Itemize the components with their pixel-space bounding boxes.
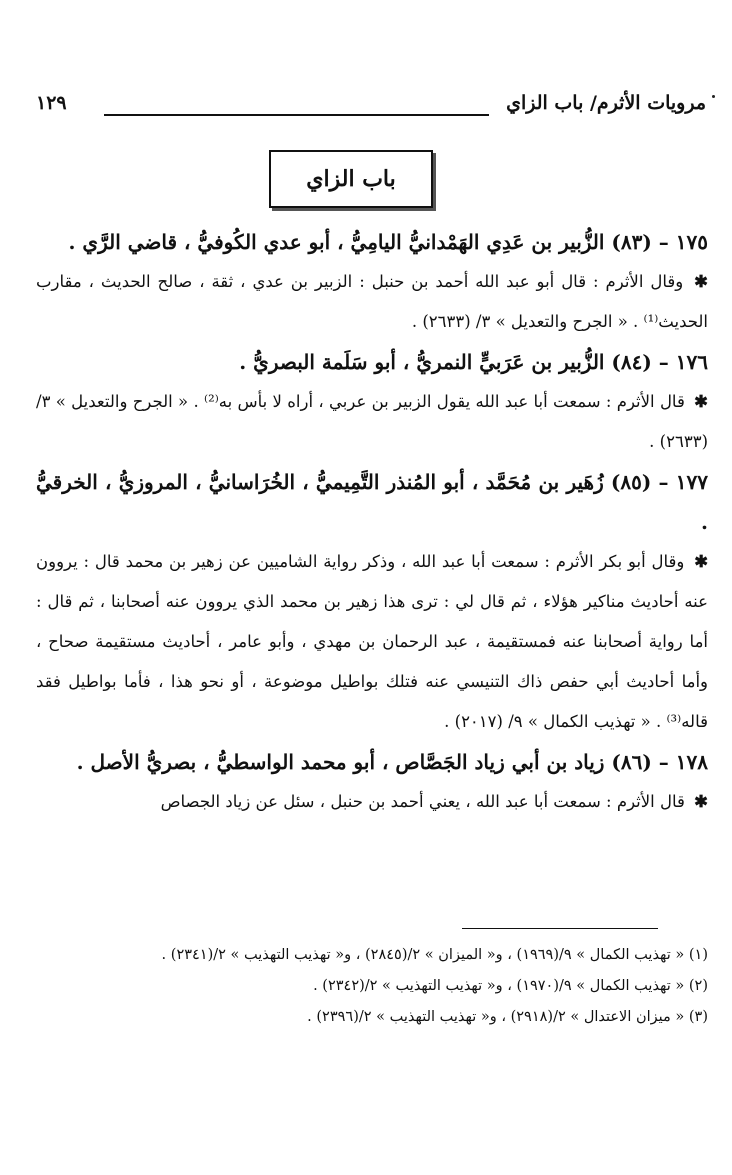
footnotes <box>36 940 708 1033</box>
entry-178-text <box>36 782 708 822</box>
entry-178-heading: ١٧٨ – (٨٦) زياد بن أبي زياد الجَصَّاص ، أبو محمد الواسطيُّ ، بصريُّ الأصل . <box>76 750 708 774</box>
entry-178-paragraph: قال الأثرم : سمعت أبا عبد الله ، يعني أحمد بن حنبل ، سئل عن زياد الجصاص <box>160 792 685 811</box>
star-bullet-icon: ✱ <box>694 792 708 811</box>
main-text <box>36 222 708 822</box>
chapter-title-box <box>269 150 433 208</box>
footnote-2: (٢) « تهذيب الكمال » ٩/(١٩٧٠) ، و« تهذيب التهذيب » ٢/(٢٣٤٢) . <box>313 978 708 994</box>
entry-175-text <box>36 262 708 342</box>
running-header <box>36 92 706 126</box>
entry-177-text <box>36 542 708 742</box>
page-number: ١٢٩ <box>36 92 67 114</box>
running-title: مرويات الأثرم/ باب الزاي <box>506 92 706 114</box>
star-bullet-icon: ✱ <box>694 392 708 411</box>
chapter-title: باب الزاي <box>306 166 396 192</box>
entry-177-paragraph: وقال أبو بكر الأثرم : سمعت أبا عبد الله ، وذكر رواية الشاميين عن زهير بن محمد قال : يروون عنه أحاديث مناكير هؤلاء ، ثم قال لي : ترى هذا زهير بن محمد الذي يروون عنه أصحابنا ، ثم قال : أما رواية أصحابنا عنه فمستقيمة ، عبد الرحمان بن مهدي ، وأبو عامر ، أحاديث مستقيمة صحاح ، وأما أحاديث أبي حفص ذاك التنيسي عنه فتلك بواطيل موضوعة ، أو نحو هذا ، فأما بواطيل فقد قاله⁽³⁾ . « تهذيب الكمال » ٩/ (٢٠١٧) . <box>36 552 708 731</box>
page-speck <box>712 95 715 98</box>
entry-175-paragraph: وقال الأثرم : قال أبو عبد الله أحمد بن حنبل : الزبير بن عدي ، ثقة ، صالح الحديث ، مقارب الحديث⁽¹⁾ . « الجرح والتعديل » ٣/ (٢٦٣٣) . <box>36 272 708 331</box>
entry-175-heading: ١٧٥ – (٨٣) الزُّبير بن عَدِي الهَمْدانيُّ اليامِيُّ ، أبو عدي الكُوفيُّ ، قاضي الرَّي . <box>68 230 708 254</box>
footnote-3: (٣) « ميزان الاعتدال » ٢/(٢٩١٨) ، و« تهذيب التهذيب » ٢/(٢٣٩٦) . <box>307 1009 708 1025</box>
header-rule <box>104 114 489 116</box>
entry-177-heading: ١٧٧ – (٨٥) زُهَير بن مُحَمَّد ، أبو المُنذر التَّمِيميُّ ، الخُرَاسانيُّ ، المروزيُّ ، الخرقيُّ . <box>36 470 709 534</box>
entry-176-paragraph: قال الأثرم : سمعت أبا عبد الله يقول الزبير بن عربي ، أراه لا بأس به⁽²⁾ . « الجرح والتعديل » ٣/ (٢٦٣٣) . <box>36 392 708 451</box>
entry-176-heading: ١٧٦ – (٨٤) الزُّبير بن عَرَبيٍّ النمريُّ ، أبو سَلَمة البصريُّ . <box>239 350 708 374</box>
star-bullet-icon: ✱ <box>694 272 708 291</box>
star-bullet-icon: ✱ <box>694 552 709 571</box>
footnote-rule <box>462 928 658 929</box>
entry-176-text <box>36 382 708 462</box>
footnote-1: (١) « تهذيب الكمال » ٩/(١٩٦٩) ، و« الميزان » ٢/(٢٨٤٥) ، و« تهذيب التهذيب » ٢/(٢٣٤١) . <box>161 947 708 963</box>
